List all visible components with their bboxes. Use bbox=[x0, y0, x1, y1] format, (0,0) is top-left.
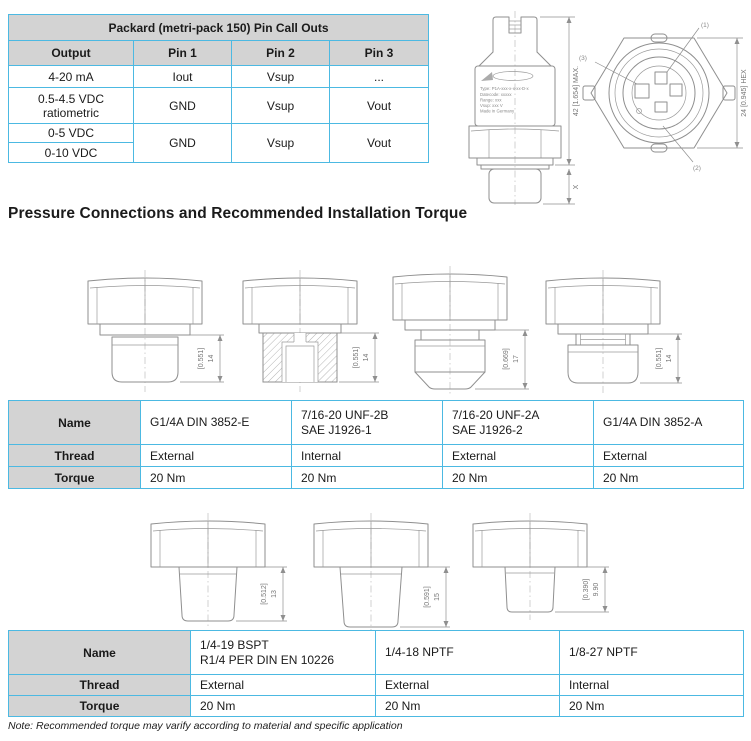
pin-row-pin2: Vsup bbox=[232, 124, 330, 163]
row-header-thread: Thread bbox=[9, 445, 141, 467]
pin-row-output: 0.5-4.5 VDC ratiometric bbox=[9, 88, 134, 124]
sensor-label-type: Type: P1A-xxx-x-x-xx-D-x bbox=[480, 86, 529, 91]
pin-table-col-pin1: Pin 1 bbox=[134, 41, 232, 66]
sensor-label-datecode: Datecode: xxxxx bbox=[480, 92, 512, 97]
dimension-label-inch: [0.551] bbox=[656, 347, 663, 370]
pin-table-col-pin2: Pin 2 bbox=[232, 41, 330, 66]
connection-name: 7/16-20 UNF-2A SAE J1926-2 bbox=[443, 401, 594, 445]
dimension-label-mm: 14 bbox=[666, 354, 673, 363]
callout-3-label: (3) bbox=[579, 55, 587, 62]
pin-row-pin1: Iout bbox=[134, 66, 232, 88]
dimension-label-mm: 9.90 bbox=[593, 582, 600, 597]
pin-row-pin1: GND bbox=[134, 88, 232, 124]
pin-row-pin1: GND bbox=[134, 124, 232, 163]
row-header-name: Name bbox=[9, 631, 191, 675]
fitting-drawing-g14a-din3852e bbox=[70, 262, 235, 402]
fitting-drawing-unf2a bbox=[375, 258, 540, 398]
pin-row-pin2: Vsup bbox=[232, 66, 330, 88]
connection-thread: External bbox=[594, 445, 744, 467]
pin-row-pin3: Vout bbox=[330, 88, 429, 124]
connection-name: 7/16-20 UNF-2B SAE J1926-1 bbox=[292, 401, 443, 445]
connection-torque: 20 Nm bbox=[376, 696, 560, 717]
connection-thread: Internal bbox=[292, 445, 443, 467]
fitting-drawing-g14a-din3852a bbox=[528, 262, 693, 402]
pin-row-output: 0-5 VDC bbox=[9, 124, 134, 143]
dimension-label-inch: [0.551] bbox=[198, 347, 205, 370]
connection-name: 1/8-27 NPTF bbox=[560, 631, 744, 675]
sensor-label-range: Range: xxx bbox=[480, 97, 502, 103]
section-heading: Pressure Connections and Recommended Installation Torque bbox=[8, 205, 468, 222]
dimension-label-thread-length: X bbox=[573, 184, 580, 190]
fitting-drawing-unf2b bbox=[225, 262, 390, 402]
connection-name: G1/4A DIN 3852-E bbox=[141, 401, 292, 445]
row-header-name: Name bbox=[9, 401, 141, 445]
row-header-thread: Thread bbox=[9, 675, 191, 696]
pin-callouts-table bbox=[8, 14, 429, 163]
dimension-label-mm: 15 bbox=[434, 593, 441, 601]
footnote: Note: Recommended torque may varify according to material and specific application bbox=[8, 720, 403, 732]
connection-name: 1/4-18 NPTF bbox=[376, 631, 560, 675]
connection-torque: 20 Nm bbox=[141, 467, 292, 489]
sensor-front-view-drawing bbox=[575, 14, 751, 172]
dimension-label-inch: [0.591] bbox=[424, 586, 431, 608]
pin-row-output: 4-20 mA bbox=[9, 66, 134, 88]
dimension-label-mm: 17 bbox=[513, 355, 520, 363]
connection-thread: External bbox=[376, 675, 560, 696]
pin-row-pin3: Vout bbox=[330, 124, 429, 163]
dimension-label-mm: 13 bbox=[271, 590, 278, 598]
connection-name: 1/4-19 BSPT R1/4 PER DIN EN 10226 bbox=[191, 631, 376, 675]
row-header-torque: Torque bbox=[9, 696, 191, 717]
callout-1-label: (1) bbox=[701, 22, 709, 29]
fitting-drawing-eighth-nptf bbox=[455, 505, 620, 625]
row-header-torque: Torque bbox=[9, 467, 141, 489]
connection-torque: 20 Nm bbox=[560, 696, 744, 717]
dimension-label-inch: [0.551] bbox=[353, 346, 360, 369]
connection-thread: External bbox=[191, 675, 376, 696]
dimension-label-mm: 14 bbox=[208, 354, 215, 363]
dimension-label-inch: [0.390] bbox=[583, 578, 590, 601]
connections-table-2 bbox=[8, 630, 744, 717]
pin-table-title: Packard (metri-pack 150) Pin Call Outs bbox=[9, 15, 429, 41]
pin-table-col-pin3: Pin 3 bbox=[330, 41, 429, 66]
connections-table-1 bbox=[8, 400, 744, 489]
dimension-label-hex: 24 [0.945] HEX bbox=[741, 69, 748, 117]
connection-torque: 20 Nm bbox=[443, 467, 594, 489]
pin-row-pin3: ... bbox=[330, 66, 429, 88]
connection-thread: Internal bbox=[560, 675, 744, 696]
connection-torque: 20 Nm bbox=[292, 467, 443, 489]
pin-row-pin2: Vsup bbox=[232, 88, 330, 124]
connection-thread: External bbox=[141, 445, 292, 467]
sensor-side-view-drawing bbox=[445, 8, 595, 206]
dimension-label-mm: 14 bbox=[363, 353, 370, 362]
fitting-drawing-quarter-nptf bbox=[296, 505, 461, 635]
callout-2-label: (2) bbox=[693, 165, 701, 172]
pin-table-col-output: Output bbox=[9, 41, 134, 66]
sensor-label-origin: Made in Germany bbox=[480, 108, 515, 114]
connection-name: G1/4A DIN 3852-A bbox=[594, 401, 744, 445]
dimension-label-inch: [0.512] bbox=[261, 583, 268, 605]
sensor-label-vsup: Vsup: xxx V bbox=[480, 103, 503, 108]
dimension-label-inch: [0.669] bbox=[503, 348, 510, 370]
dimension-label-height: 42 [1.654] MAX. bbox=[573, 65, 580, 117]
connection-thread: External bbox=[443, 445, 594, 467]
fitting-drawing-bspt bbox=[133, 505, 298, 630]
pin-row-output: 0-10 VDC bbox=[9, 143, 134, 163]
connection-torque: 20 Nm bbox=[191, 696, 376, 717]
connection-torque: 20 Nm bbox=[594, 467, 744, 489]
